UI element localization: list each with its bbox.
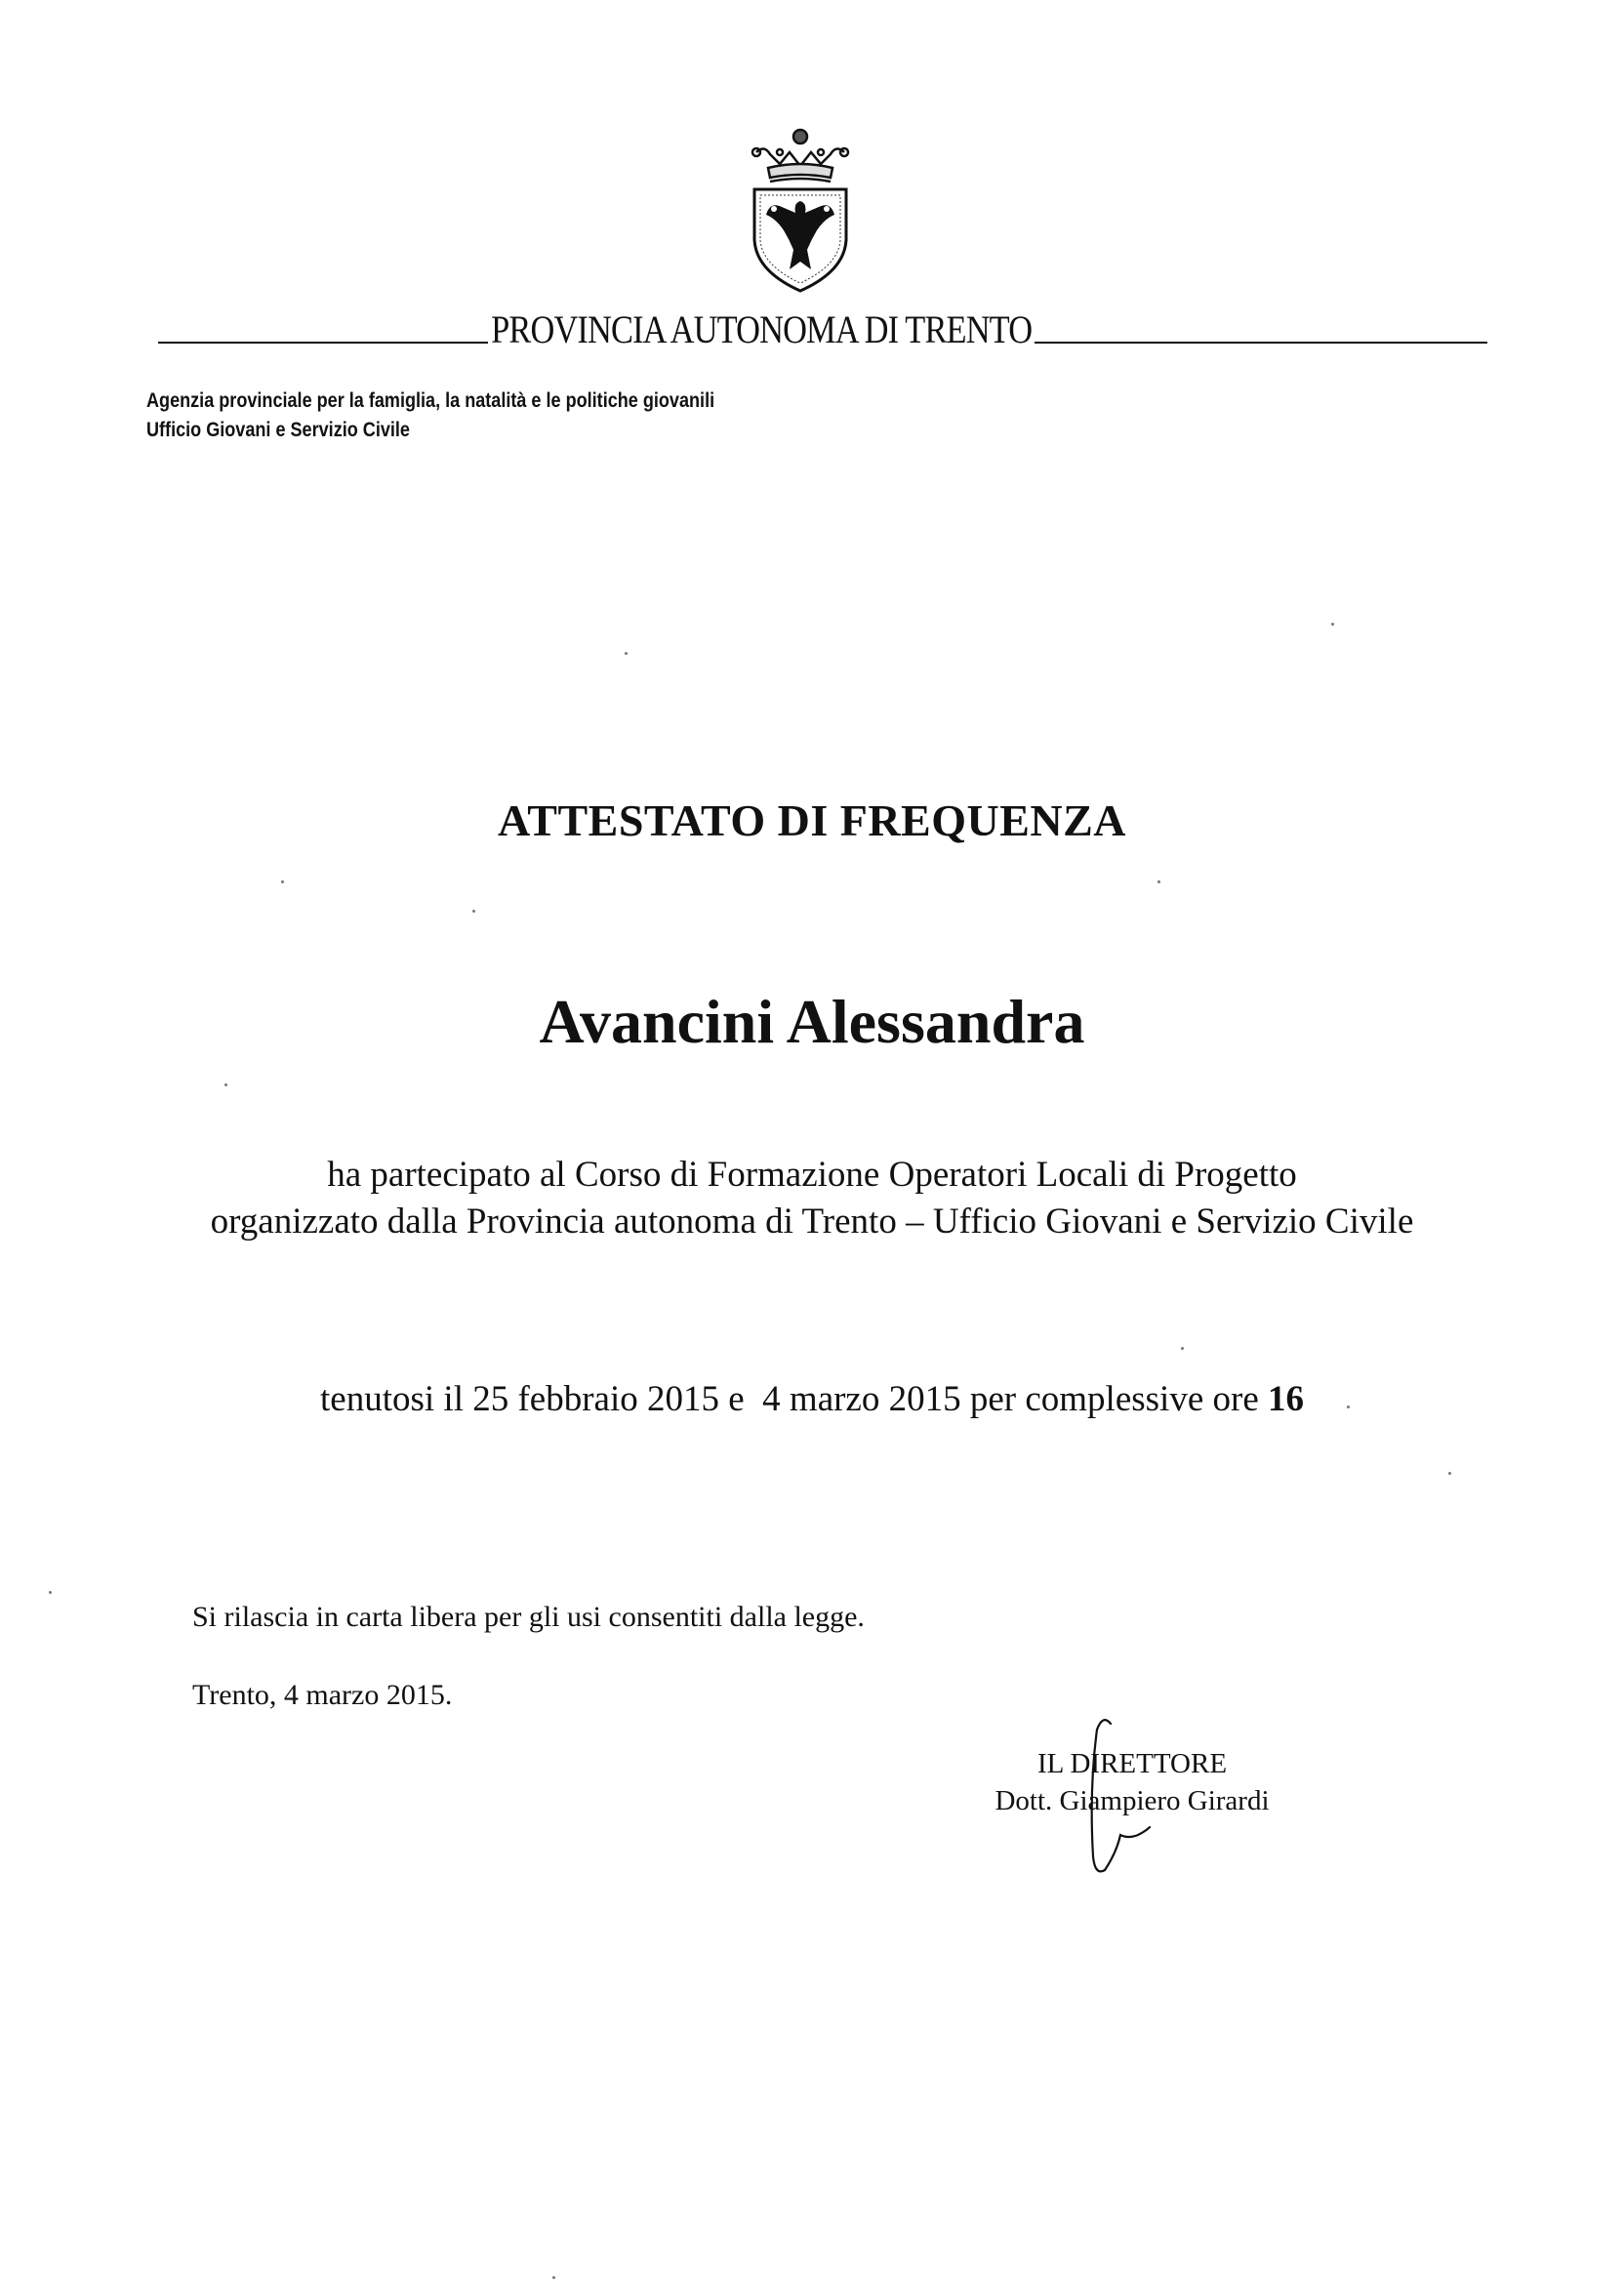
course-description bbox=[0, 1152, 1624, 1245]
scan-speck bbox=[1331, 623, 1334, 626]
agency-block bbox=[146, 387, 714, 445]
scan-speck bbox=[49, 1591, 52, 1594]
scan-speck bbox=[1181, 1347, 1184, 1350]
dates-text: tenutosi il 25 febbraio 2015 e 4 marzo 2015 per complessive ore bbox=[320, 1379, 1259, 1419]
document-title: ATTESTATO DI FREQUENZA bbox=[497, 795, 1127, 845]
scan-speck bbox=[224, 1083, 227, 1086]
handwritten-signature-icon bbox=[1083, 1710, 1200, 1895]
signer-name: Dott. Giampiero Girardi bbox=[995, 1785, 1270, 1816]
shield-eagle-icon bbox=[754, 189, 846, 291]
scan-speck bbox=[1157, 880, 1160, 883]
scan-speck bbox=[472, 910, 475, 913]
scan-speck bbox=[552, 2276, 555, 2279]
course-line-1: ha partecipato al Corso di Formazione Operatori Locali di Progetto bbox=[327, 1155, 1297, 1195]
signer-role: IL DIRETTORE bbox=[1036, 1748, 1228, 1779]
scan-speck bbox=[281, 880, 284, 883]
institution-name: PROVINCIA AUTONOMA DI TRENTO bbox=[491, 307, 1033, 351]
agency-name: Agenzia provinciale per la famiglia, la natalità e le politiche giovanili bbox=[146, 389, 715, 412]
scan-speck bbox=[625, 652, 628, 655]
institution-header bbox=[158, 301, 1487, 349]
header-rule-left bbox=[158, 342, 488, 344]
course-dates bbox=[0, 1378, 1624, 1420]
total-hours: 16 bbox=[1268, 1379, 1304, 1419]
office-name: Ufficio Giovani e Servizio Civile bbox=[146, 419, 410, 441]
coat-of-arms-icon bbox=[747, 125, 854, 293]
release-note: Si rilascia in carta libera per gli usi consentiti dalla legge. bbox=[192, 1601, 865, 1633]
place-and-date: Trento, 4 marzo 2015. bbox=[192, 1679, 453, 1711]
scan-speck bbox=[1347, 1406, 1350, 1408]
header-rule-right bbox=[1035, 342, 1487, 344]
crown-icon bbox=[752, 130, 848, 182]
scan-speck bbox=[1448, 1472, 1451, 1475]
recipient-name: Avancini Alessandra bbox=[539, 987, 1085, 1056]
course-line-2: organizzato dalla Provincia autonoma di Trento – Ufficio Giovani e Servizio Civile bbox=[210, 1202, 1414, 1242]
